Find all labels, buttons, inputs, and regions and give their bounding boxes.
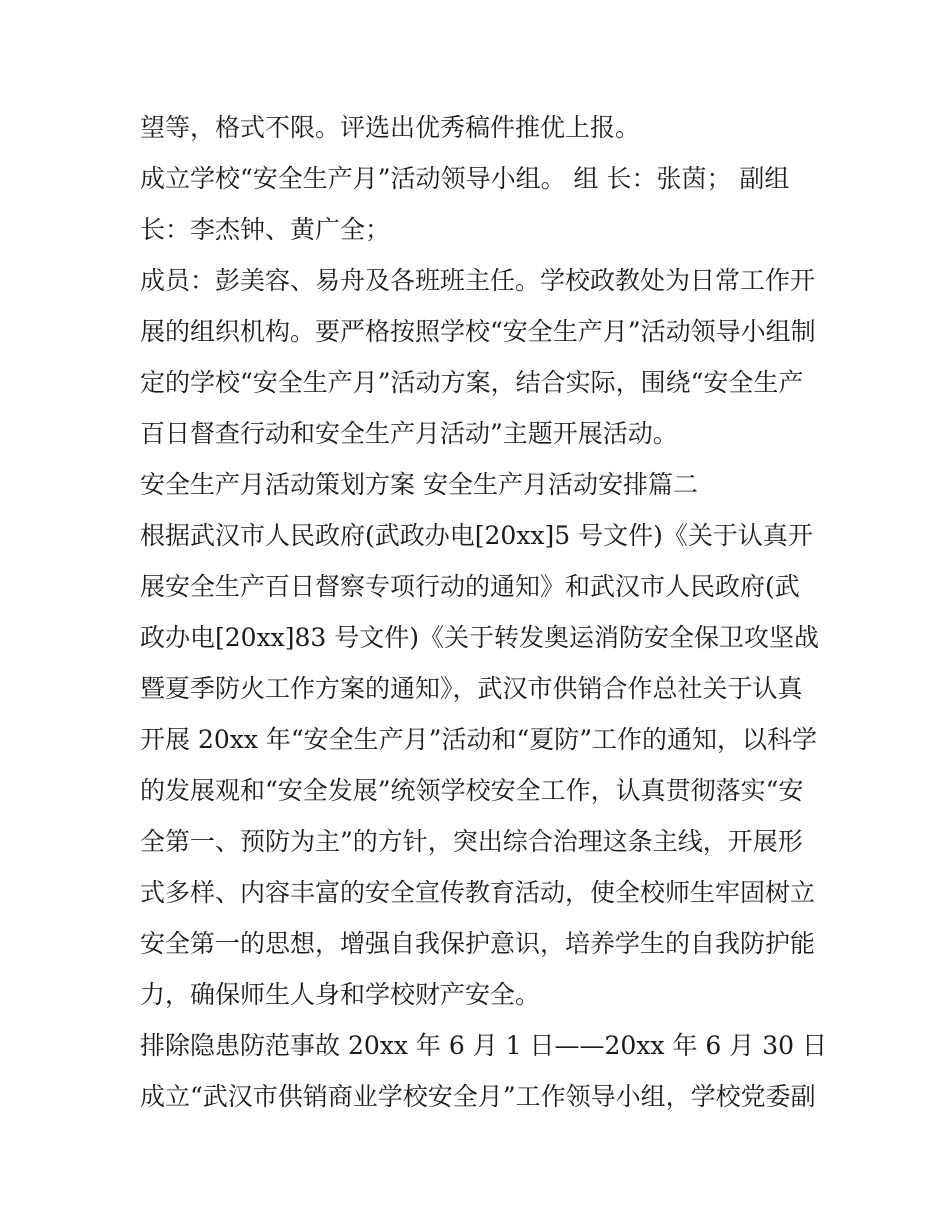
text-line: 望等，格式不限。评选出优秀稿件推优上报。 (140, 113, 641, 142)
text-line: 定的学校“安全生产月”活动方案，结合实际，围绕“安全生产 (140, 368, 804, 397)
text-line: 百日督查行动和安全生产月活动”主题开展活动。 (140, 419, 678, 448)
text-line: 展安全生产百日督察专项行动的通知》和武汉市人民政府(武 (140, 572, 800, 601)
text-line: 全第一、预防为主”的方针，突出综合治理这条主线，开展形 (140, 827, 803, 856)
text-line: 长：李杰钟、黄广全； (140, 215, 391, 244)
text-line: 政办电[20xx]83 号文件)《关于转发奥运消防安全保卫攻坚战 (140, 623, 820, 652)
text-line: 成立“武汉市供销商业学校安全月”工作领导小组，学校党委副 (140, 1082, 816, 1111)
text-line: 暨夏季防火工作方案的通知》，武汉市供销合作总社关于认真 (140, 674, 803, 703)
text-line: 安全第一的思想，增强自我保护意识，培养学生的自我防护能 (140, 929, 816, 958)
text-line: 成立学校“安全生产月”活动领导小组。 组 长：张茵； 副组 (140, 164, 790, 193)
text-line: 开展 20xx 年“安全生产月”活动和“夏防”工作的通知，以科学 (140, 725, 818, 754)
text-line: 的发展观和“安全发展”统领学校安全工作，认真贯彻落实“安 (140, 776, 804, 805)
text-line: 成员：彭美容、易舟及各班班主任。学校政教处为日常工作开 (140, 266, 816, 295)
text-line: 力，确保师生人身和学校财产安全。 (140, 980, 541, 1009)
text-line: 式多样、内容丰富的安全宣传教育活动，使全校师生牢固树立 (140, 878, 816, 907)
section-heading: 安全生产月活动策划方案 安全生产月活动安排篇二 (140, 470, 698, 499)
text-line: 展的组织机构。要严格按照学校“安全生产月”活动领导小组制 (140, 317, 816, 346)
text-line: 根据武汉市人民政府(武政办电[20xx]5 号文件)《关于认真开 (140, 521, 813, 550)
text-line: 排除隐患防范事故 20xx 年 6 月 1 日——20xx 年 6 月 30 日 (140, 1031, 827, 1060)
